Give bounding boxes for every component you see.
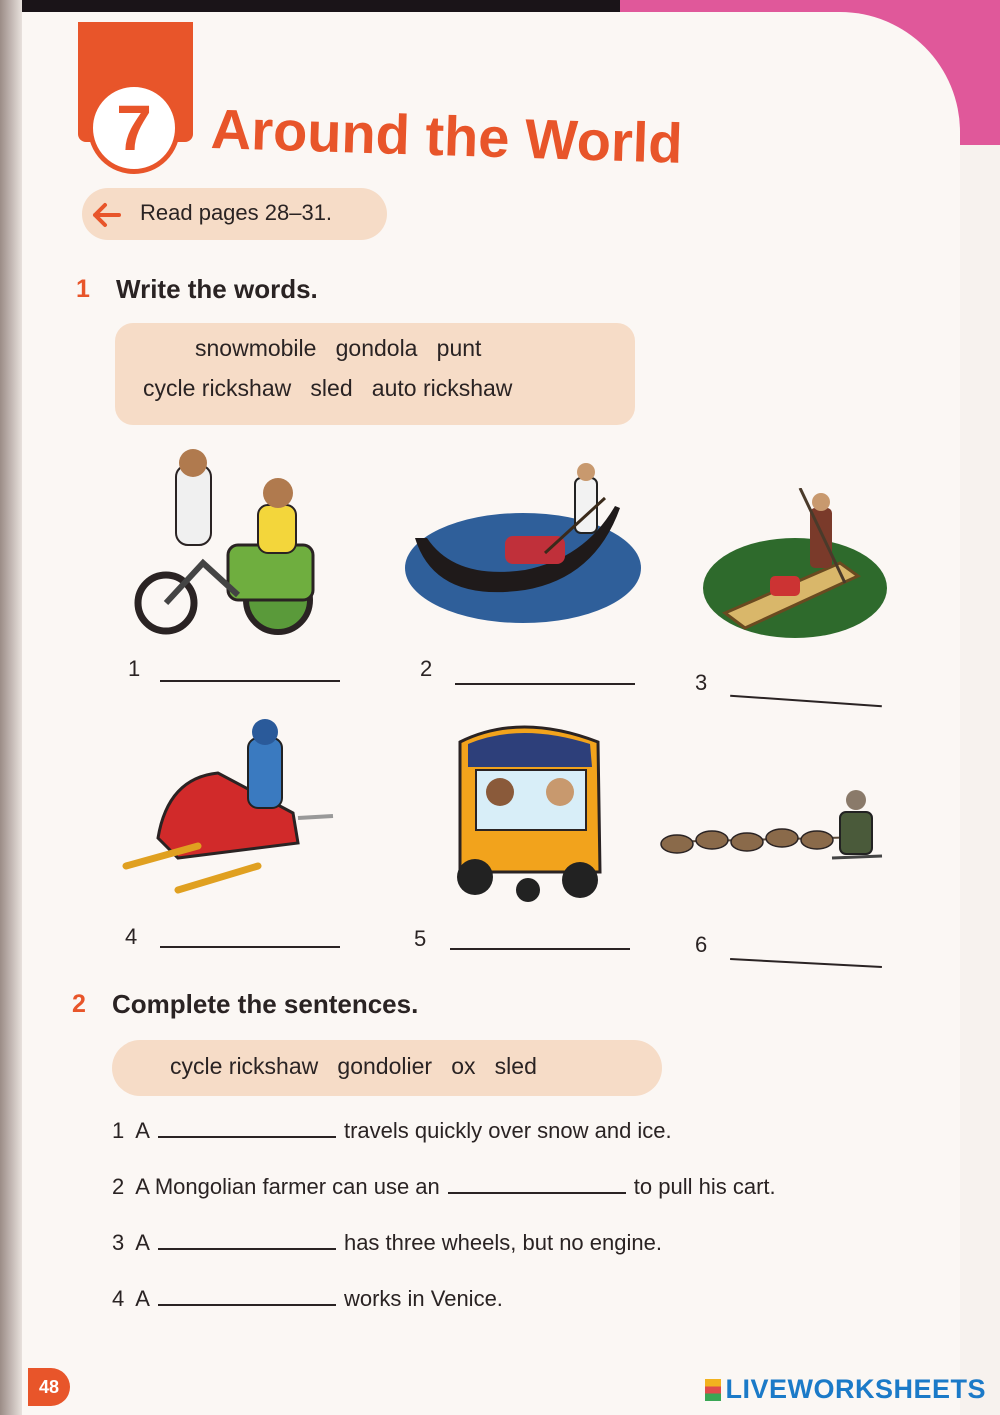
item-4-number: 4 bbox=[125, 924, 138, 949]
exercise-2-number: 2 bbox=[72, 990, 86, 1018]
item-3-number: 3 bbox=[695, 670, 708, 695]
sentence-3-blank[interactable] bbox=[158, 1230, 336, 1250]
exercise-1-number: 1 bbox=[76, 275, 90, 303]
item-2-number: 2 bbox=[420, 656, 433, 681]
arrow-left-icon bbox=[92, 202, 122, 228]
exercise-1-instruction: Write the words. bbox=[116, 274, 318, 304]
sentence-1-before: A bbox=[135, 1118, 150, 1143]
item-1-number: 1 bbox=[128, 656, 141, 681]
sentence-2-blank[interactable] bbox=[448, 1174, 626, 1194]
cycle-rickshaw-illustration bbox=[128, 445, 358, 640]
word-bank-2-text: cycle rickshaw gondolier ox sled bbox=[170, 1053, 537, 1079]
item-5-number: 5 bbox=[414, 926, 427, 951]
word-bank-1-line-2: cycle rickshaw sled auto rickshaw bbox=[143, 375, 513, 401]
watermark-text: LIVEWORKSHEETS bbox=[725, 1374, 986, 1404]
sentence-3-number: 3 bbox=[112, 1230, 125, 1255]
sentence-1-number: 1 bbox=[112, 1118, 125, 1143]
punt-illustration bbox=[700, 488, 890, 638]
sentence-2-number: 2 bbox=[112, 1174, 125, 1199]
sentence-4-number: 4 bbox=[112, 1286, 125, 1311]
sentence-2 bbox=[112, 1174, 776, 1200]
sentence-3-before: A bbox=[135, 1230, 150, 1255]
chapter-title: Around the World bbox=[209, 96, 684, 175]
sentence-1-blank[interactable] bbox=[158, 1118, 336, 1138]
sentence-2-before: A Mongolian farmer can use an bbox=[135, 1174, 440, 1199]
answer-blank-2[interactable] bbox=[455, 683, 635, 685]
sentence-4-blank[interactable] bbox=[158, 1286, 336, 1306]
word-bank-2 bbox=[112, 1040, 662, 1096]
word-bank-1-line-1: snowmobile gondola punt bbox=[195, 335, 482, 361]
book-spine-shadow bbox=[0, 0, 22, 1415]
page-number: 48 bbox=[28, 1368, 70, 1406]
dog-sled-illustration bbox=[652, 782, 892, 882]
exercise-2-instruction: Complete the sentences. bbox=[112, 989, 419, 1019]
chapter-number: 7 bbox=[88, 82, 180, 174]
snowmobile-illustration bbox=[118, 718, 343, 900]
answer-blank-5[interactable] bbox=[450, 948, 630, 950]
auto-rickshaw-illustration bbox=[420, 712, 620, 907]
gondola-illustration bbox=[405, 458, 645, 628]
reading-reference-text: Read pages 28–31. bbox=[140, 200, 333, 225]
answer-blank-4[interactable] bbox=[160, 946, 340, 948]
sentence-1 bbox=[112, 1118, 672, 1144]
liveworksheets-logo-icon bbox=[705, 1379, 721, 1401]
word-bank-1 bbox=[115, 323, 635, 425]
sentence-3-after: has three wheels, but no engine. bbox=[343, 1230, 662, 1255]
sentence-1-after: travels quickly over snow and ice. bbox=[343, 1118, 672, 1143]
sentence-2-after: to pull his cart. bbox=[633, 1174, 776, 1199]
sentence-4-before: A bbox=[135, 1286, 150, 1311]
sentence-4-after: works in Venice. bbox=[343, 1286, 503, 1311]
watermark bbox=[705, 1374, 986, 1405]
answer-blank-1[interactable] bbox=[160, 680, 340, 682]
item-6-number: 6 bbox=[695, 932, 708, 957]
sentence-4 bbox=[112, 1286, 503, 1312]
sentence-3 bbox=[112, 1230, 662, 1256]
